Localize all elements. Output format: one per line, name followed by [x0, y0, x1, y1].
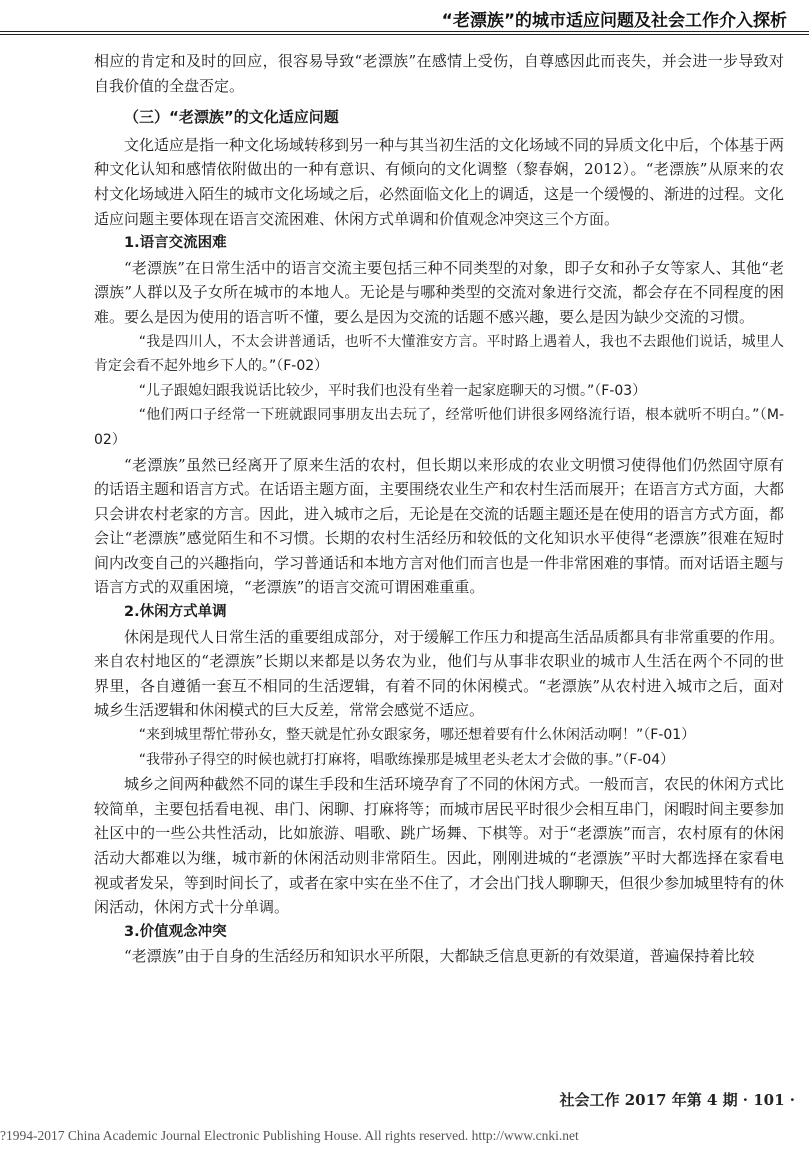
paragraph-language-1: “老漂族”在日常生活中的语言交流主要包括三种不同类型的对象，即子女和孙子女等家人、其他“老漂族”人群以及子女所在城市的本地人。无论是与哪种类型的交流对象进行交流，都会存在不同程度的困难。要么是因为使用的语言听不懂，要么是因为交流的话题不感兴趣，要么是因为缺少交流的习惯。	[94, 258, 784, 326]
interview-quote-m02: “他们两口子经常一下班就跟同事朋友出去玩了，经常听他们讲很多网络流行语，根本就听不明白。”（M-02）	[94, 407, 784, 448]
footer-copyright: ?1994-2017 China Academic Journal Electronic Publishing House. All rights reserved. http://www.cnki.net	[0, 1128, 579, 1143]
paragraph-language-2: “老漂族”虽然已经离开了原来生活的农村，但长期以来形成的农业文明惯习使得他们仍然固守原有的话语主题和语言方式。在话语主题方面，主要围绕农业生产和农村生活而展开；在语言方式方面，大都只会讲农村老家的方言。因此，进入城市之后，无论是在交流的话题主题还是在使用的语言方式方面，都会让“老漂族”感觉陌生和不习惯。长期的农村生活经历和较低的文化知识水平使得“老漂族”很难在短时间内改变自己的兴趣指向，学习普通话和本地方言对他们而言也是一件非常困难的事情。而对话语主题与语言方式的双重困境，“老漂族”的语言交流可谓困难重重。	[94, 455, 785, 597]
running-header-title: “老漂族”的城市适应问题及社会工作介入探析	[441, 11, 787, 31]
footer-journal-page: 社会工作 2017 年第 4 期 · 101 ·	[559, 1091, 795, 1109]
paragraph-intro: 相应的肯定和及时的回应，很容易导致“老漂族”在感情上受伤，自尊感因此而丧失，并会进一步导致对自我价值的全盘否定。	[94, 52, 784, 95]
interview-quote-f03: “儿子跟媳妇跟我说话比较少，平时我们也没有坐着一起家庭聊天的习惯。”（F-03）	[138, 382, 647, 399]
paragraph-culture-adaptation: 文化适应是指一种文化场域转移到另一种与其当初生活的文化场域不同的异质文化中后，个体基于两种文化认知和感情依附做出的一种有意识、有倾向的文化调整（黎春娴，2012）。“老漂族”从原来的农村文化场域进入陌生的城市文化场域之后，必然面临文化上的调适，这是一个缓慢的、渐进的过程。文化适应问题主要体现在语言交流困难、休闲方式单调和价值观念冲突这三个方面。	[94, 135, 785, 228]
paragraph-leisure-2: 城乡之间两种截然不同的谋生手段和生活环境孕育了不同的休闲方式。一般而言，农民的休闲方式比较简单，主要包括看电视、串门、闲聊、打麻将等；而城市居民平时很少会相互串门，闲暇时间主要参加社区中的一些公共性活动，比如旅游、唱歌、跳广场舞、下棋等。对于“老漂族”而言，农村原有的休闲活动大都难以为继，城市新的休闲活动则非常陌生。因此，刚刚进城的“老漂族”平时大都选择在家看电视或者发呆，等到时间长了，或者在家中实在坐不住了，才会出门找人聊聊天，但很少参加城里特有的休闲活动，休闲方式十分单调。	[94, 775, 785, 917]
interview-quote-f04: “我带孙子得空的时候也就打打麻将，唱歌练操那是城里老头老太才会做的事。”（F-04）	[138, 751, 675, 768]
article-body	[94, 49, 784, 969]
interview-quote-f01: “来到城里帮忙带孙女，整天就是忙孙女跟家务，哪还想着要有什么休闲活动啊！”（F-01）	[138, 727, 696, 744]
section-heading-culture: （三）“老漂族”的文化适应问题	[124, 108, 339, 127]
subheading-language: 1.语言交流困难	[124, 235, 227, 252]
header-rule	[0, 31, 809, 32]
subheading-leisure: 2.休闲方式单调	[124, 604, 227, 621]
paragraph-leisure-1: 休闲是现代人日常生活的重要组成部分，对于缓解工作压力和提高生活品质都具有非常重要的作用。来自农村地区的“老漂族”长期以来都是以务农为业，他们与从事非农职业的城市人生活在两个不同的世界里，各自遵循一套互不相同的生活逻辑，有着不同的休闲模式。“老漂族”从农村进入城市之后，面对城乡生活逻辑和休闲模式的巨大反差，常常会感觉不适应。	[94, 627, 785, 720]
paragraph-values: “老漂族”由于自身的生活经历和知识水平所限，大都缺乏信息更新的有效渠道，普遍保持着比较	[124, 947, 755, 966]
header-rule-secondary	[0, 34, 809, 35]
subheading-values: 3.价值观念冲突	[124, 923, 227, 940]
interview-quote-f02: “我是四川人，不太会讲普通话，也听不大懂淮安方言。平时路上遇着人，我也不去跟他们说话，城里人肯定会看不起外地乡下人的。”（F-02）	[94, 333, 784, 375]
